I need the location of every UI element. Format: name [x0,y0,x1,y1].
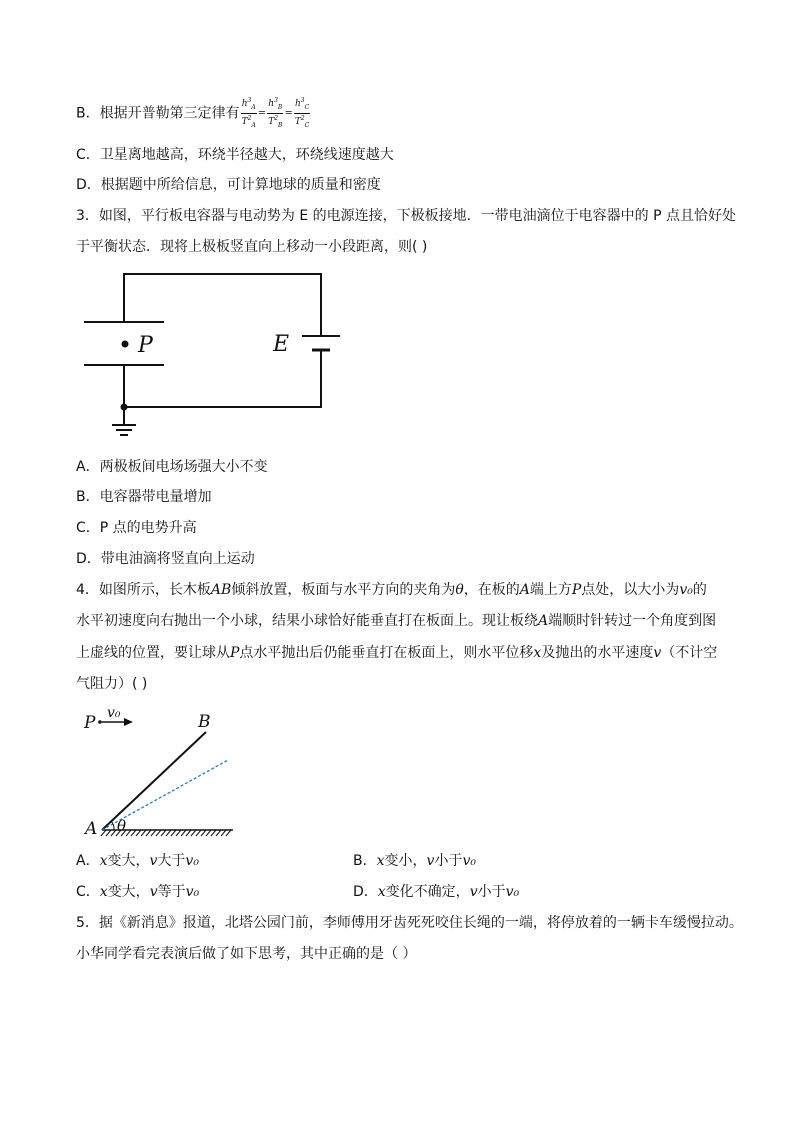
q3-option-a: A．两极板间电场场强大小不变 [76,459,268,475]
label-v0: v₀ [107,705,121,721]
q4-option-b: B．x变小，v小于v₀ [353,853,476,869]
formula-fraction-b: $\frac{h^3_B}{T^2_B}$ [268,97,283,129]
capacitor-circuit-diagram [76,268,356,448]
q4-option-a: A．x变大，v大于v₀ [76,853,199,869]
q3-option-c: C．P 点的电势升高 [76,520,197,536]
circuit-top-wire [124,274,321,336]
q3-option-d: D．带电油滴将竖直向上运动 [76,551,255,567]
q2-option-b-text: B．根据开普勒第三定律有 [76,105,240,122]
label-P: P [138,333,153,358]
q3-stem-line2: 于平衡状态．现将上极板竖直向上移动一小段距离，则( ) [76,239,428,255]
theta-arc [111,821,114,830]
ball-point-P [98,720,102,724]
label-B: B [198,712,211,732]
circuit-bottom-wire [124,350,321,407]
q2-option-c: C．卫星离地越高，环绕半径越大，环绕线速度越大 [76,147,394,163]
velocity-arrowhead [124,718,133,726]
q2-option-d: D．根据题中所给信息，可计算地球的质量和密度 [76,177,381,193]
q5-stem-line2: 小华同学看完表演后做了如下思考，其中正确的是（ ） [76,946,417,962]
q4-stem-line3: 上虚线的位置，要让球从P点水平抛出后仍能垂直打在板面上，则水平位移x及抛出的水平速度v（不计空 [76,645,718,661]
formula-fraction-a: $\frac{h^3_A}{T^2_A}$ [241,97,256,129]
formula-fraction-c: $\frac{h^3_C}{T^2_C}$ [294,97,310,129]
q4-stem-line2: 水平初速度向右抛出一个小球，结果小球恰好能垂直打在板面上。现让板绕A端顺时针转过一个角度到图 [76,613,717,629]
q3-option-b: B．电容器带电量增加 [76,489,212,505]
ground-junction-dot [121,404,128,411]
q2-option-b: B．根据开普勒第三定律有 $\frac{h^3_A}{T^2_A}$ = $\frac{h^3_B}{T^2_B}$ = $\frac{h^3_C}{T^2_C}$ [76,97,310,129]
q5-stem-line1: 5．据《新消息》报道，北塔公园门前，李师傅用牙齿死死咬住长绳的一端，将停放着的一辆卡车缓慢拉动。 [76,915,743,931]
oil-drop-dot [122,341,129,348]
q4-stem-line1: 4．如图所示，长木板AB倾斜放置，板面与水平方向的夹角为θ，在板的A端上方P点处，以大小为v₀的 [76,582,707,598]
q4-option-d: D．x变化不确定，v小于v₀ [353,884,520,900]
q4-option-c: C．x变大，v等于v₀ [76,884,200,900]
q4-stem-line4: 气阻力）( ) [76,676,148,692]
label-theta: θ [117,817,127,835]
inclined-board-diagram [80,705,250,840]
label-E: E [273,332,290,357]
label-P: P [84,713,96,733]
label-A: A [85,819,98,839]
q3-stem-line1: 3．如图，平行板电容器与电动势为 E 的电源连接，下极板接地．一带电油滴位于电容器中的 P 点且恰好处 [76,208,736,224]
